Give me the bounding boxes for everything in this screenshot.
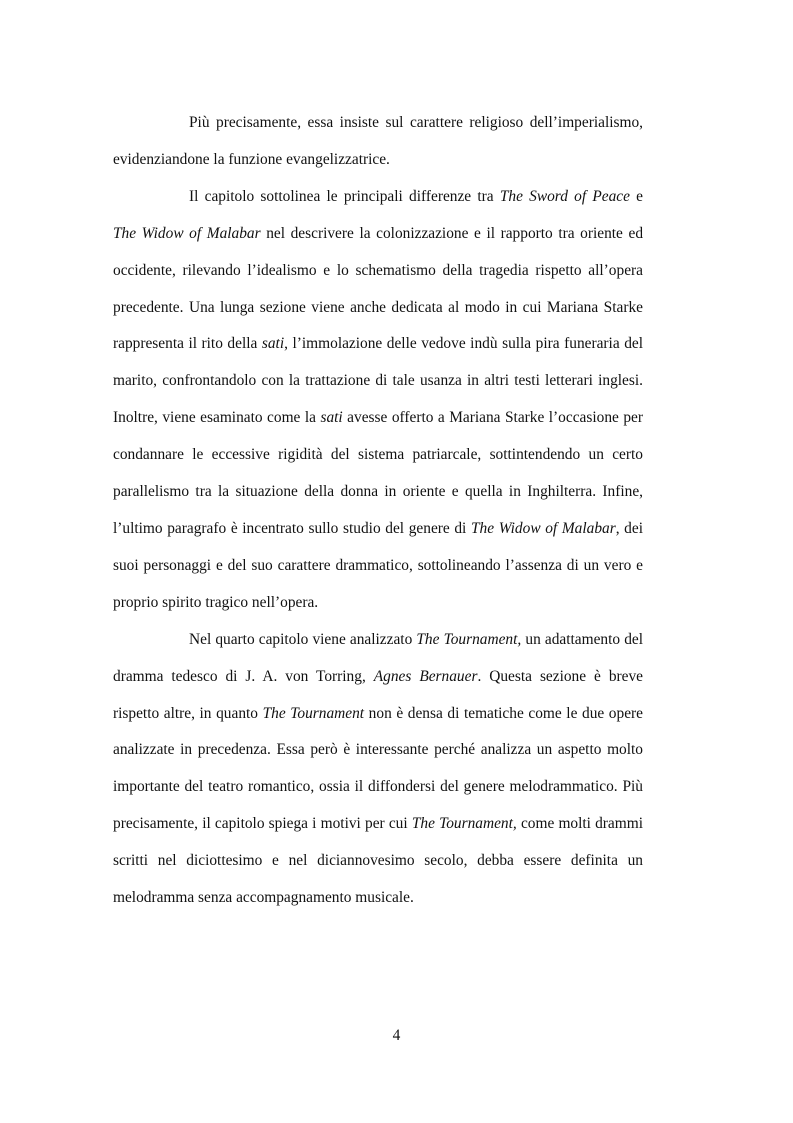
text-run: come molti drammi scritti nel diciottesimo e nel diciannovesimo secolo, debba essere definita un melodramma senza accompagnamento musicale. — [113, 815, 643, 907]
italic-title: Agnes Bernauer — [373, 667, 478, 685]
italic-title: The Tournament, — [416, 630, 522, 648]
text-run: Più precisamente, essa insiste sul carattere religioso dell’imperialismo, evidenziandone la funzione evangelizzatrice. — [113, 114, 643, 168]
text-run: . Questa sezione è breve rispetto altre, in quanto — [113, 667, 643, 722]
italic-title: The Tournament, — [411, 815, 517, 833]
italic-title: The Sword of Peace — [499, 187, 630, 205]
paragraph — [113, 622, 643, 917]
italic-title: The Tournament — [262, 704, 365, 722]
paragraph — [113, 179, 643, 622]
text-run: , dei suoi personaggi e del suo carattere drammatico, sottolineando l’assenza di un vero e proprio spirito tragico nell’opera. — [113, 519, 643, 611]
text-run: , l’immolazione delle vedove indù sulla pira funeraria del marito, confrontandolo con la trattazione di tale usanza in altri testi letterari inglesi. Inoltre, viene esaminato come la — [113, 335, 643, 427]
paragraph — [113, 105, 643, 179]
text-run: avesse offerto a Mariana Starke l’occasione per condannare le eccessive rigidità del sistema patriarcale, sottintendendo un certo parallelismo tra la situazione della donna in oriente e quella in Inghilterra. Infine, l’ultimo paragrafo è incentrato sullo studio del genere di — [113, 409, 643, 537]
italic-title: sati — [261, 335, 285, 353]
text-run: un adattamento del dramma tedesco di J. A. von Torring, — [113, 630, 643, 685]
text-run: e — [629, 187, 643, 205]
text-run: Nel quarto capitolo viene analizzato — [189, 630, 417, 648]
italic-title: The Widow of Malabar — [113, 224, 261, 242]
page-body — [113, 105, 643, 917]
italic-title: The Widow of Malabar — [470, 519, 616, 537]
italic-title: sati — [320, 409, 343, 427]
text-run: non è densa di tematiche come le due opere analizzate in precedenza. Essa però è interessante perché analizza un aspetto molto importante del teatro romantico, ossia il diffondersi del genere melodrammatico. Più precisamente, il capitolo spiega i motivi per cui — [113, 704, 643, 833]
page-number: 4 — [392, 1027, 401, 1044]
text-run: nel descrivere la colonizzazione e il rapporto tra oriente ed occidente, rilevando l’idealismo e lo schematismo della tragedia rispetto all’opera precedente. Una lunga sezione viene anche dedicata al modo in cui Mariana Starke rappresenta il rito della — [113, 224, 644, 353]
text-run: Il capitolo sottolinea le principali differenze tra — [189, 187, 500, 205]
